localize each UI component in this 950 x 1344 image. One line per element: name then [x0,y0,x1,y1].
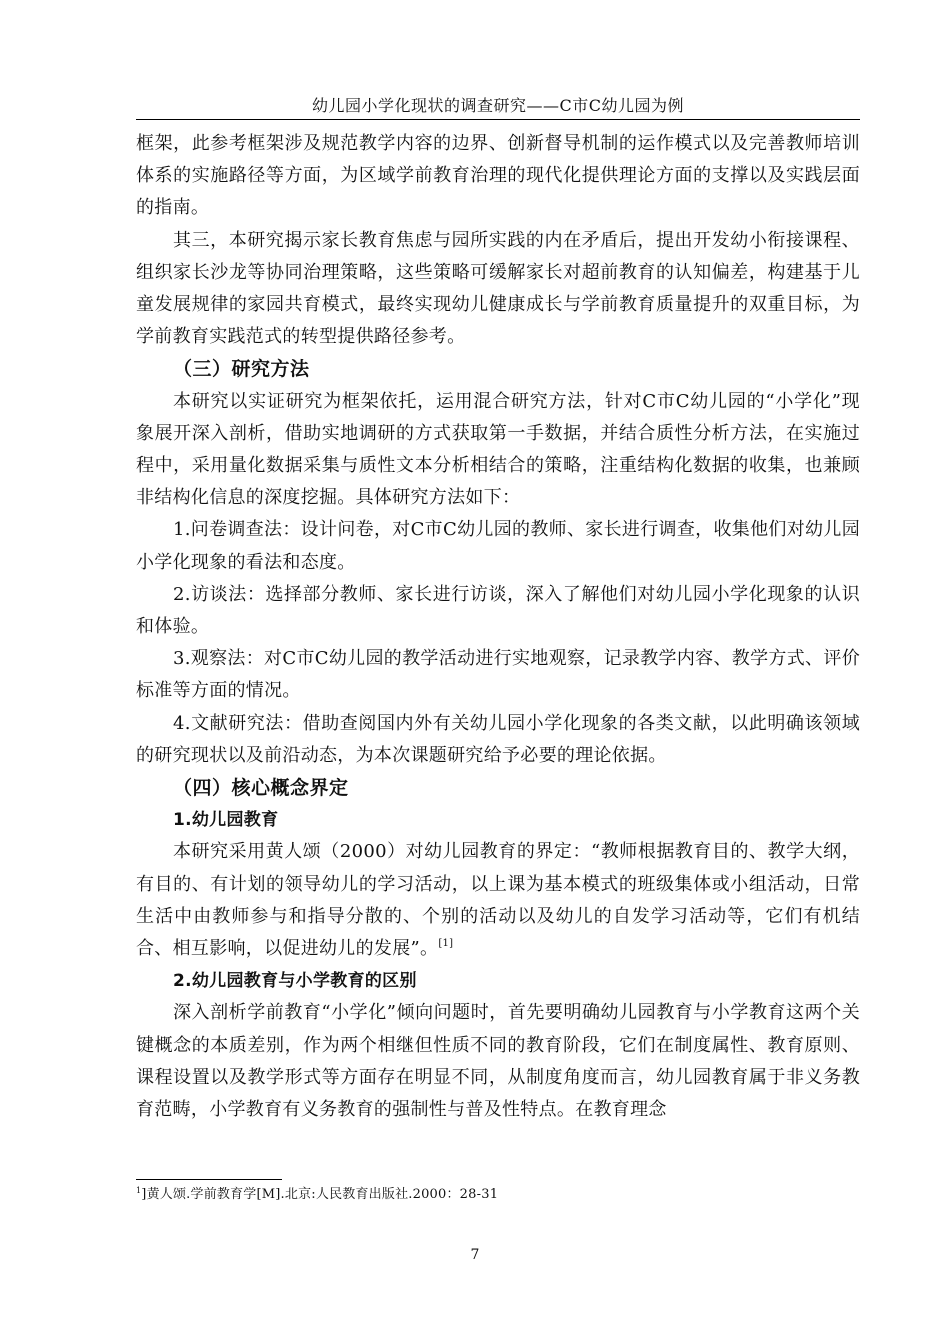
page-number: 7 [470,1247,480,1263]
method-questionnaire: 1.问卷调查法：设计问卷，对C市C幼儿园的教师、家长进行调查，收集他们对幼儿园小学化现象的看法和态度。 [136,519,860,573]
running-header: 幼儿园小学化现状的调查研究——C市C幼儿园为例 [312,96,684,115]
section-heading-core-concepts: （四）核心概念界定 [173,777,349,800]
paragraph-kindergarten-definition [136,836,860,965]
footnote [136,1186,498,1204]
definition-text: 本研究采用黄人颂（2000）对幼儿园教育的界定：“教师根据教育目的、教学大纲，有目的、有计划的领导幼儿的学习活动，以上课为基本模式的班级集体或小组活动，日常生活中由教师参与和指导分散的、个别的活动以及幼儿的自发学习活动等，它们有机结合、相互影响，以促进幼儿的发展”。 [136,841,860,960]
citation-marker: [1] [438,938,454,950]
paragraph-difference: 深入剖析学前教育“小学化”倾向问题时，首先要明确幼儿园教育与小学教育这两个关键概念的本质差别，作为两个相继但性质不同的教育阶段，它们在制度属性、教育原则、课程设置以及教学形式等方面存在明显不同，从制度角度而言，幼儿园教育属于非义务教育范畴，小学教育有义务教育的强制性与普及性特点。在教育理念 [136,1002,860,1121]
method-literature: 4.文献研究法：借助查阅国内外有关幼儿园小学化现象的各类文献，以此明确该领域的研究现状以及前沿动态，为本次课题研究给予必要的理论依据。 [136,712,860,766]
section-heading-research-methods: （三）研究方法 [173,358,310,381]
paragraph-continuation: 框架，此参考框架涉及规范教学内容的边界、创新督导机制的运作模式以及完善教师培训体系的实施路径等方面，为区域学前教育治理的现代化提供理论方面的支撑以及实践层面的指南。 [136,133,860,219]
subheading-difference: 2.幼儿园教育与小学教育的区别 [173,971,417,992]
header-rule [136,119,860,120]
paragraph-methods-intro: 本研究以实证研究为框架依托，运用混合研究方法，针对C市C幼儿园的“小学化”现象展开深入剖析，借助实地调研的方式获取第一手数据，并结合质性分析方法，在实施过程中，采用量化数据采集与质性文本分析相结合的策略，注重结构化数据的收集，也兼顾非结构化信息的深度挖掘。具体研究方法如下： [136,390,860,509]
paragraph-third-significance: 其三，本研究揭示家长教育焦虑与园所实践的内在矛盾后，提出开发幼小衔接课程、组织家长沙龙等协同治理策略，这些策略可缓解家长对超前教育的认知偏差，构建基于儿童发展规律的家园共育模式，最终实现幼儿健康成长与学前教育质量提升的双重目标，为学前教育实践范式的转型提供路径参考。 [136,229,860,348]
footnote-mark: 1 [136,1186,142,1195]
footnote-text: ]黄人颂.学前教育学[M].北京:人民教育出版社.2000：28-31 [141,1187,499,1202]
subheading-kindergarten-education: 1.幼儿园教育 [173,810,279,831]
footnote-rule [136,1179,282,1180]
body-text [136,128,860,1126]
method-observation: 3.观察法：对C市C幼儿园的教学活动进行实地观察，记录教学内容、教学方式、评价标准等方面的情况。 [136,648,860,702]
method-interview: 2.访谈法：选择部分教师、家长进行访谈，深入了解他们对幼儿园小学化现象的认识和体验。 [136,583,860,638]
